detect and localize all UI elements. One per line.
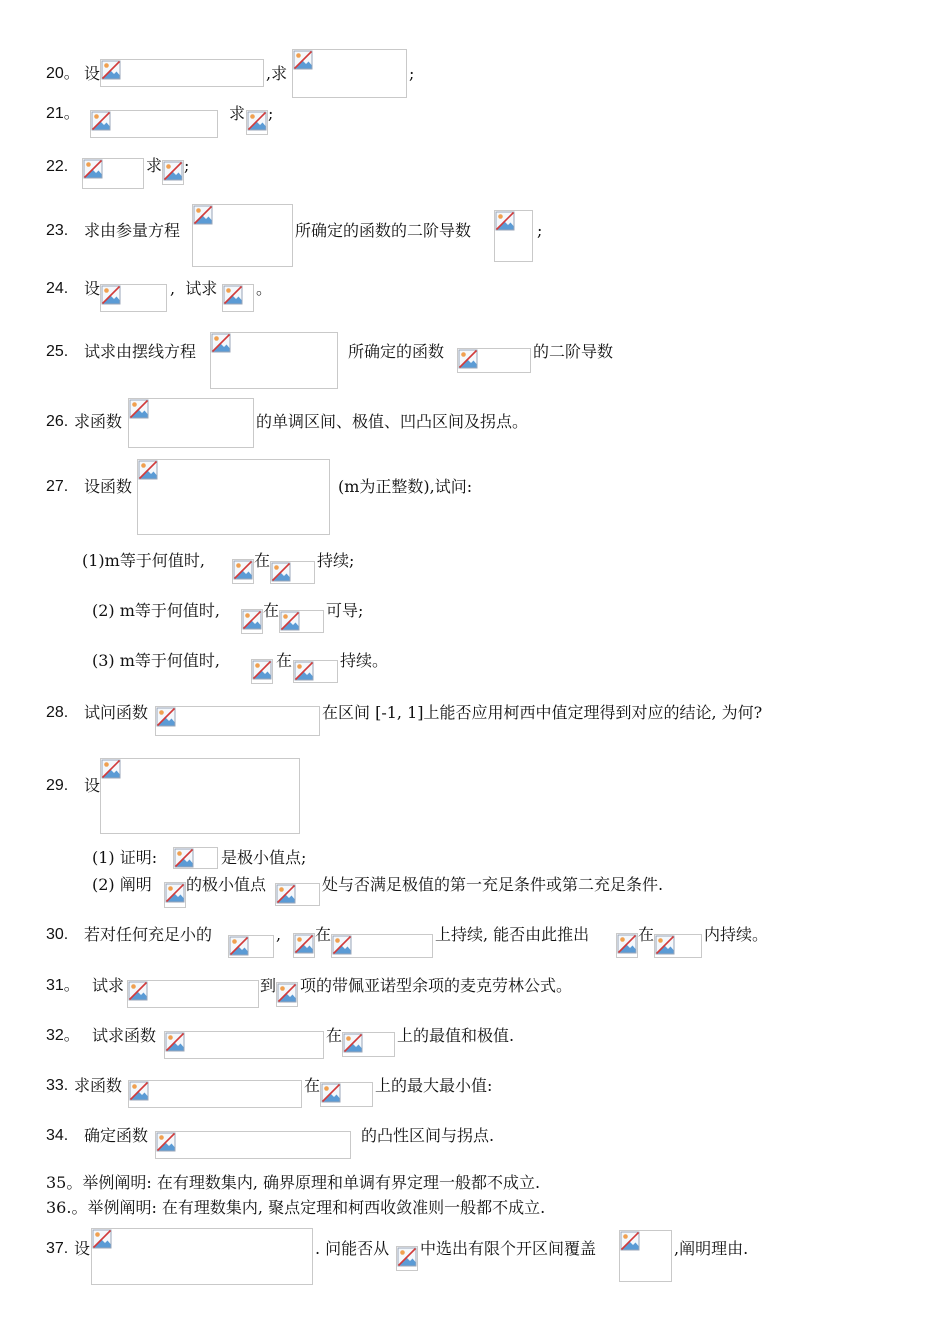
problem-text: 。 <box>256 279 273 298</box>
formula-image <box>228 935 274 958</box>
problem-text: 在 <box>315 925 332 944</box>
broken-image-icon <box>138 460 158 480</box>
subquestion-text: (3) m等于何值时, <box>92 651 221 670</box>
problem-text: 试求函数 <box>92 1026 157 1045</box>
formula-image <box>275 883 320 906</box>
subquestion-text: 持续。 <box>340 651 389 670</box>
problem-text: 设 <box>84 64 101 83</box>
broken-image-icon <box>165 883 185 903</box>
problem-text: ; <box>409 64 415 83</box>
broken-image-icon <box>332 935 352 955</box>
problem-number: 33. <box>46 1077 69 1094</box>
formula-image <box>241 609 263 634</box>
formula-image <box>246 110 268 135</box>
formula-image <box>293 933 315 958</box>
formula-image <box>210 332 338 389</box>
problem-text: 求 <box>229 104 246 123</box>
formula-image <box>164 1031 324 1059</box>
broken-image-icon <box>211 333 231 353</box>
formula-image <box>82 158 144 189</box>
formula-image <box>251 659 273 684</box>
formula-image <box>128 398 254 448</box>
formula-image <box>128 1080 302 1108</box>
subquestion-text: (1) 证明: <box>92 848 158 867</box>
formula-image <box>127 980 259 1008</box>
problem-text: 上持续, 能否由此推出 <box>435 925 590 944</box>
problem-number: 21。 <box>46 105 80 122</box>
subquestion-text: 可导; <box>326 601 364 620</box>
problem-text: 35。举例阐明: 在有理数集内, 确界原理和单调有界定理一般都不成立. <box>46 1173 541 1192</box>
problem-text: 内持续。 <box>704 925 769 944</box>
subquestion-text: 在 <box>254 551 271 570</box>
problem-text: 在 <box>638 925 655 944</box>
problem-text: 在 <box>304 1076 321 1095</box>
formula-image <box>457 348 531 373</box>
problem-number: 37. <box>46 1240 69 1257</box>
broken-image-icon <box>101 285 121 305</box>
broken-image-icon <box>247 111 267 131</box>
broken-image-icon <box>277 983 297 1003</box>
problem-number: 26. <box>46 413 69 430</box>
problem-number: 25. <box>46 343 69 360</box>
problem-text: 36.。举例阐明: 在有理数集内, 聚点定理和柯西收敛准则一般都不成立. <box>46 1198 546 1217</box>
problem-text: 所确定的函数 <box>348 342 445 361</box>
formula-image <box>91 1228 313 1285</box>
broken-image-icon <box>242 610 262 630</box>
problem-text: 求函数 <box>74 1076 123 1095</box>
broken-image-icon <box>174 848 194 868</box>
problem-text: , <box>276 925 282 944</box>
problem-text: 确定函数 <box>84 1126 149 1145</box>
broken-image-icon <box>229 936 249 956</box>
broken-image-icon <box>397 1247 417 1267</box>
broken-image-icon <box>101 60 121 80</box>
problem-text: ,求 <box>266 64 288 83</box>
problem-text: 设 <box>84 776 101 795</box>
problem-text: 所确定的函数的二阶导数 <box>295 221 472 240</box>
broken-image-icon <box>165 1032 185 1052</box>
subquestion-text: (1)m等于何值时, <box>82 551 205 570</box>
broken-image-icon <box>617 934 637 954</box>
formula-image <box>279 610 324 633</box>
problem-text: 在 <box>326 1026 343 1045</box>
formula-image <box>396 1246 418 1271</box>
formula-image <box>494 210 533 262</box>
problem-text: (m为正整数),试问: <box>338 477 473 496</box>
broken-image-icon <box>343 1033 363 1053</box>
problem-number: 32。 <box>46 1027 80 1044</box>
problem-text: 的单调区间、极值、凹凸区间及拐点。 <box>256 412 529 431</box>
broken-image-icon <box>193 205 213 225</box>
problem-number: 22. <box>46 158 69 175</box>
formula-image <box>270 561 315 584</box>
problem-text: 求函数 <box>74 412 123 431</box>
subquestion-text: 持续; <box>317 551 355 570</box>
broken-image-icon <box>321 1083 341 1103</box>
subquestion-text: 处与否满足极值的第一充足条件或第二充足条件. <box>322 875 664 894</box>
problem-number: 28. <box>46 704 69 721</box>
problem-number: 34. <box>46 1127 69 1144</box>
broken-image-icon <box>271 562 291 582</box>
broken-image-icon <box>293 50 313 70</box>
problem-text: 若对任何充足小的 <box>84 925 213 944</box>
formula-image <box>616 933 638 958</box>
broken-image-icon <box>129 1081 149 1101</box>
problem-text: 设函数 <box>84 477 133 496</box>
subquestion-text: 是极小值点; <box>221 848 307 867</box>
problem-text: ,阐明理由. <box>674 1239 749 1258</box>
problem-number: 31。 <box>46 977 80 994</box>
problem-number: 29. <box>46 777 69 794</box>
formula-image <box>137 459 330 535</box>
formula-image <box>331 934 433 958</box>
broken-image-icon <box>280 611 300 631</box>
problem-text: 求由参量方程 <box>84 221 181 240</box>
broken-image-icon <box>458 349 478 369</box>
problem-number: 27. <box>46 478 69 495</box>
problem-text: 项的带佩亚诺型余项的麦克劳林公式。 <box>300 976 573 995</box>
formula-image <box>164 882 186 908</box>
broken-image-icon <box>655 935 675 955</box>
broken-image-icon <box>294 661 314 681</box>
subquestion-text: 在 <box>276 651 293 670</box>
broken-image-icon <box>495 211 515 231</box>
formula-image <box>276 982 298 1007</box>
problem-text: 试求 <box>92 976 125 995</box>
subquestion-text: (2) 阐明 <box>92 875 152 894</box>
broken-image-icon <box>83 159 103 179</box>
formula-image <box>90 110 218 138</box>
problem-text: ; <box>184 156 190 175</box>
formula-image <box>155 1131 351 1159</box>
broken-image-icon <box>163 161 183 181</box>
problem-number: 30. <box>46 926 69 943</box>
problem-text: 的凸性区间与拐点. <box>361 1126 495 1145</box>
formula-image <box>155 706 320 736</box>
broken-image-icon <box>233 560 253 580</box>
problem-text: ; <box>268 104 274 123</box>
formula-image <box>100 59 264 87</box>
broken-image-icon <box>252 660 272 680</box>
problem-text: 上的最大最小值: <box>375 1076 493 1095</box>
subquestion-text: (2) m等于何值时, <box>92 601 221 620</box>
problem-text: . 问能否从 <box>315 1239 390 1258</box>
formula-image <box>292 49 407 98</box>
problem-text: 求 <box>146 156 163 175</box>
problem-number: 23. <box>46 222 69 239</box>
problem-text: 到 <box>260 976 277 995</box>
formula-image <box>654 934 702 958</box>
broken-image-icon <box>620 1231 640 1251</box>
problem-text: 上的最值和极值. <box>397 1026 515 1045</box>
broken-image-icon <box>156 707 176 727</box>
broken-image-icon <box>276 884 296 904</box>
problem-text: 中选出有限个开区间覆盖 <box>420 1239 597 1258</box>
formula-image <box>192 204 293 267</box>
problem-text: ; <box>537 221 543 240</box>
formula-image <box>222 284 254 312</box>
problem-text: 试求由摆线方程 <box>84 342 197 361</box>
problem-text: 的二阶导数 <box>533 342 614 361</box>
formula-image <box>100 758 300 834</box>
problem-text: 设 <box>84 279 101 298</box>
broken-image-icon <box>91 111 111 131</box>
broken-image-icon <box>294 934 314 954</box>
problem-text: 设 <box>74 1239 91 1258</box>
problem-number: 24. <box>46 280 69 297</box>
broken-image-icon <box>92 1229 112 1249</box>
formula-image <box>342 1032 395 1057</box>
problem-number: 20。 <box>46 65 80 82</box>
problem-text: , 试求 <box>170 279 218 298</box>
formula-image <box>232 559 254 584</box>
formula-image <box>619 1230 672 1282</box>
broken-image-icon <box>223 285 243 305</box>
formula-image <box>293 660 338 683</box>
broken-image-icon <box>128 981 148 1001</box>
formula-image <box>162 160 184 185</box>
subquestion-text: 在 <box>263 601 280 620</box>
broken-image-icon <box>129 399 149 419</box>
problem-text: 试问函数 <box>84 703 149 722</box>
problem-text: 在区间 [-1, 1]上能否应用柯西中值定理得到对应的结论, 为何? <box>322 703 763 722</box>
formula-image <box>320 1082 373 1107</box>
broken-image-icon <box>156 1132 176 1152</box>
subquestion-text: 的极小值点 <box>186 875 267 894</box>
broken-image-icon <box>101 759 121 779</box>
formula-image <box>100 284 167 312</box>
formula-image <box>173 847 218 869</box>
